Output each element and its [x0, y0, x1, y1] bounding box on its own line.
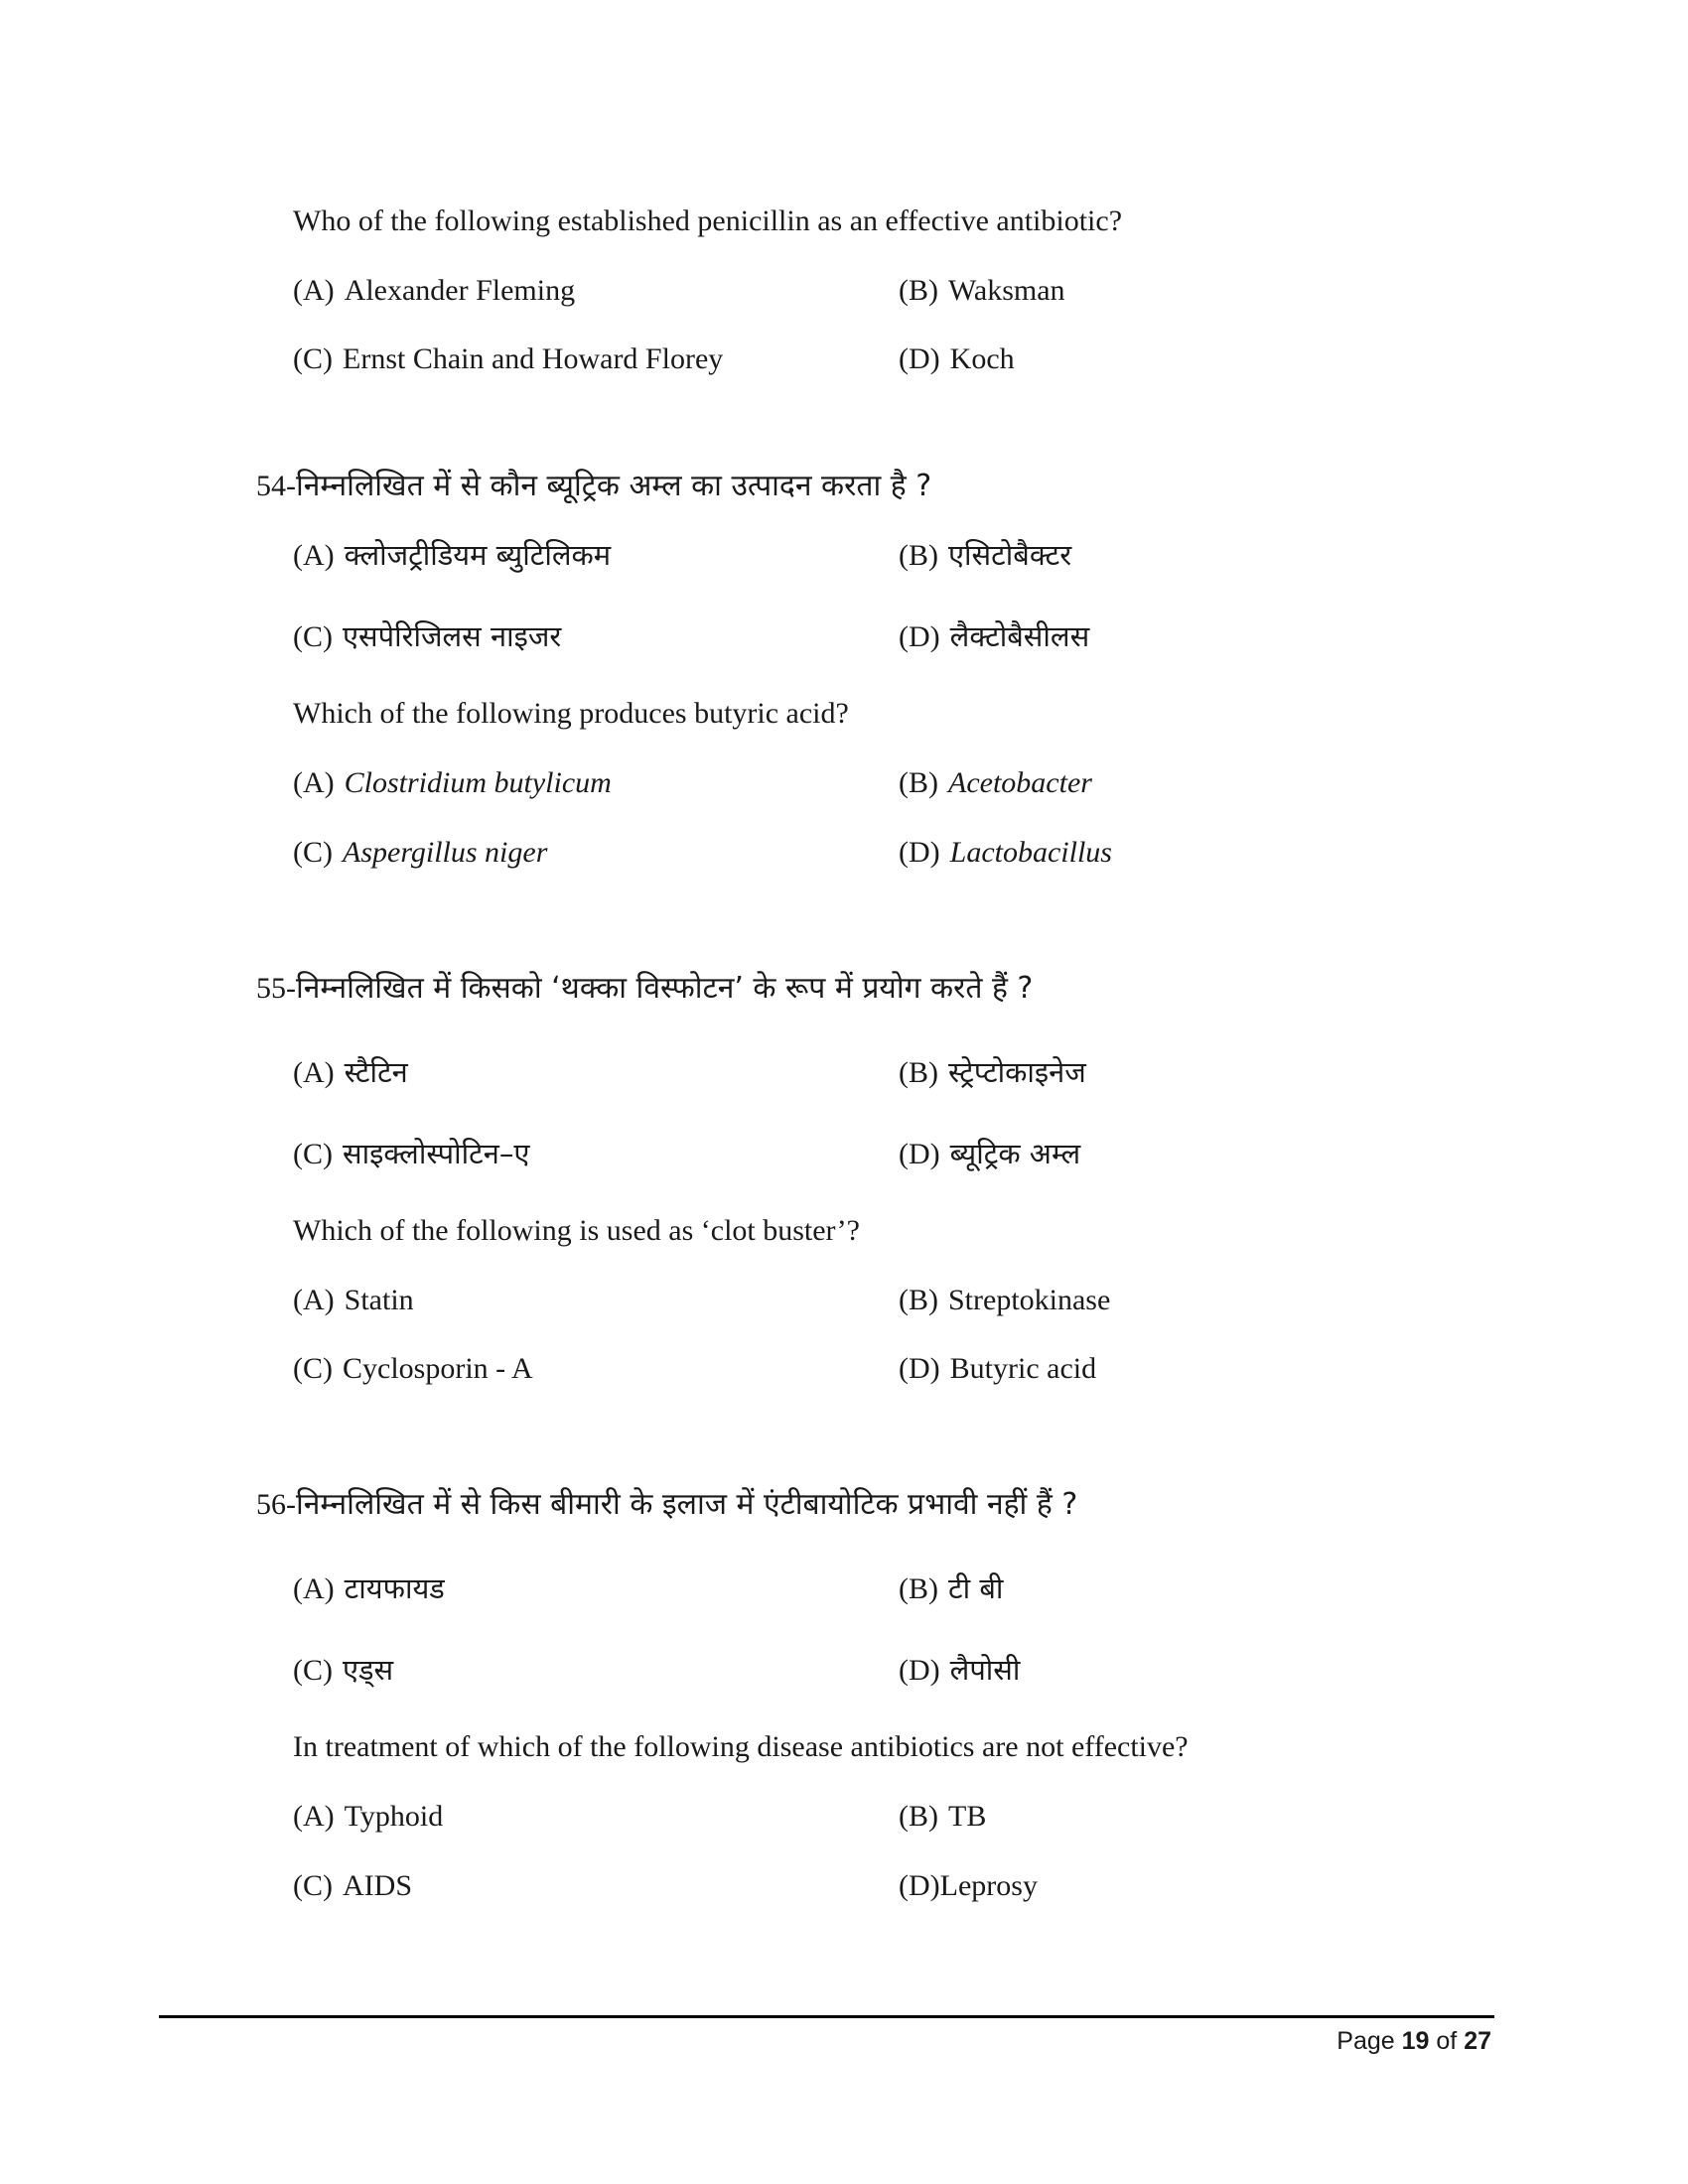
q55-en-option-a: (A) Statin [293, 1284, 414, 1316]
q53-option-b: (B) Waksman [899, 274, 1065, 307]
q55-number: 55- [256, 972, 296, 1005]
q56-question-hi: 56-निम्नलिखित में से किस बीमारी के इलाज में एंटीबायोटिक प्रभावी नहीं हैं ? [256, 1487, 1078, 1522]
page-current: 19 [1401, 2027, 1430, 2055]
q54-hi-option-b: (B) एसिटोबैक्टर [899, 538, 1072, 572]
q55-hi-option-a: (A) स्टैटिन [293, 1055, 408, 1089]
q54-number: 54- [256, 470, 296, 502]
q55-hi-option-c: (C) साइक्लोस्पोटिन–ए [293, 1137, 530, 1170]
page-number: Page 19 of 27 [1336, 2027, 1491, 2055]
q53-question-en: Who of the following established penicillin as an effective antibiotic? [293, 205, 1123, 237]
q54-question-en: Which of the following produces butyric acid? [293, 697, 849, 730]
q54-en-option-b: (B) Acetobacter [899, 766, 1092, 799]
q56-en-option-a: (A) Typhoid [293, 1800, 444, 1833]
q54-hi-option-d: (D) लैक्टोबैसीलस [899, 619, 1090, 653]
q56-en-option-c: (C) AIDS [293, 1869, 413, 1902]
q53-option-d: (D) Koch [899, 342, 1015, 375]
footer-rule [159, 2015, 1494, 2018]
q55-hi-option-b: (B) स्ट्रेप्टोकाइनेज [899, 1055, 1086, 1089]
q54-hi-option-c: (C) एसपेरिजिलस नाइजर [293, 619, 562, 653]
q55-en-option-b: (B) Streptokinase [899, 1284, 1111, 1316]
q56-number: 56- [256, 1488, 296, 1521]
q55-en-option-c: (C) Cyclosporin - A [293, 1352, 533, 1385]
q55-en-option-d: (D) Butyric acid [899, 1352, 1097, 1385]
q56-en-option-d: (D)Leprosy [899, 1869, 1038, 1902]
q54-hi-option-a: (A) क्लोजट्रीडियम ब्युटिलिकम [293, 538, 612, 572]
q53-option-a: (A) Alexander Fleming [293, 274, 576, 307]
q54-en-option-c: (C) Aspergillus niger [293, 836, 548, 869]
q56-hi-option-b: (B) टी बी [899, 1571, 1004, 1605]
q56-question-en: In treatment of which of the following disease antibiotics are not effective? [293, 1730, 1189, 1763]
q56-hi-option-d: (D) लैपोसी [899, 1653, 1021, 1687]
q56-hi-option-c: (C) एड्स [293, 1653, 394, 1687]
page-total: 27 [1464, 2027, 1491, 2055]
q56-en-option-b: (B) TB [899, 1800, 987, 1833]
q56-hi-option-a: (A) टायफायड [293, 1571, 445, 1605]
q55-hi-option-d: (D) ब्यूट्रिक अम्ल [899, 1137, 1081, 1170]
q54-en-option-d: (D) Lactobacillus [899, 836, 1112, 869]
q55-question-en: Which of the following is used as ‘clot buster’? [293, 1214, 860, 1247]
q53-option-c: (C) Ernst Chain and Howard Florey [293, 342, 724, 375]
q54-en-option-a: (A) Clostridium butylicum [293, 766, 612, 799]
q54-question-hi: 54-निम्नलिखित में से कौन ब्यूट्रिक अम्ल का उत्पादन करता है ? [256, 469, 932, 503]
q55-question-hi: 55-निम्नलिखित में किसको ‘थक्का विस्फोटन’ के रूप में प्रयोग करते हैं ? [256, 971, 1034, 1006]
